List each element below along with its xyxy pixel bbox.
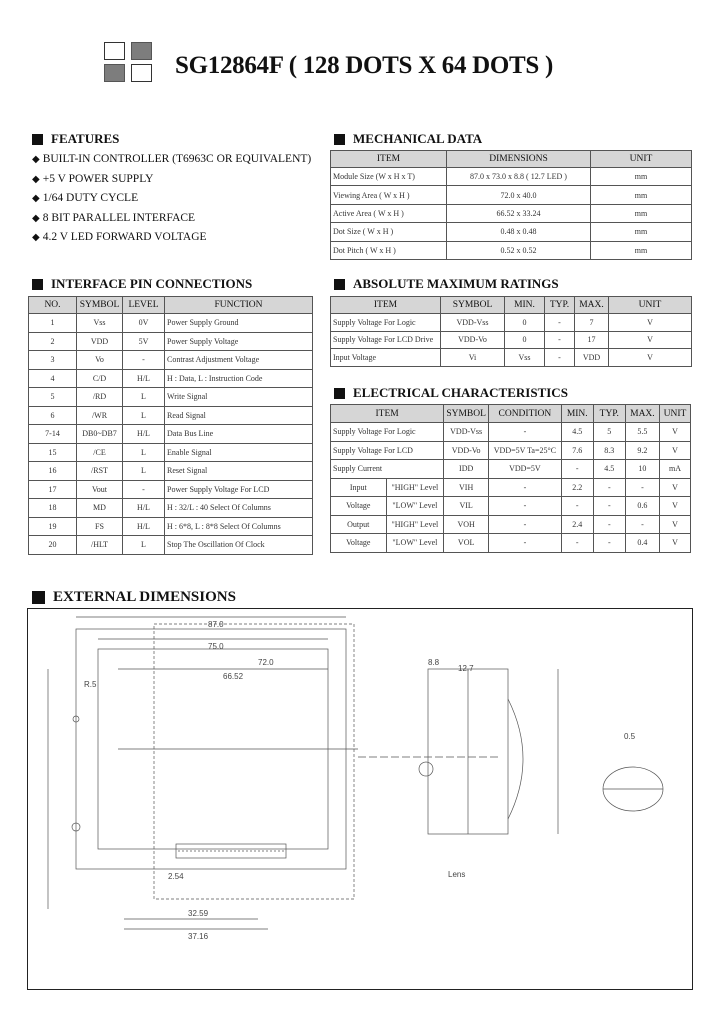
table-row — [29, 332, 313, 351]
table-cell: IDD — [444, 460, 489, 479]
table-row — [331, 223, 692, 241]
mechanical-table — [330, 150, 692, 260]
table-cell: 17 — [29, 480, 77, 499]
table-cell: H/L — [123, 499, 165, 518]
table-cell: mm — [591, 186, 692, 204]
table-row — [331, 241, 692, 259]
table-cell: - — [625, 478, 659, 497]
table-cell: Module Size (W x H x T) — [331, 168, 447, 186]
section-bullet-icon — [32, 591, 45, 604]
table-row — [29, 425, 313, 444]
dimension-label: 87.0 — [208, 620, 224, 629]
table-cell: 2 — [29, 332, 77, 351]
table-row — [331, 186, 692, 204]
logo-square — [131, 64, 152, 82]
table-cell: Stop The Oscillation Of Clock — [165, 536, 313, 555]
table-row — [331, 515, 691, 534]
table-cell: Dot Size ( W x H ) — [331, 223, 447, 241]
column-header: ITEM — [331, 297, 441, 314]
column-header: NO. — [29, 297, 77, 314]
table-row — [331, 423, 691, 442]
table-cell: 19 — [29, 517, 77, 536]
column-header: SYMBOL — [441, 297, 505, 314]
table-cell: 0.6 — [625, 497, 659, 516]
table-cell: Supply Voltage For Logic — [331, 314, 441, 332]
list-item: ◆ 8 BIT PARALLEL INTERFACE — [32, 211, 196, 224]
dimension-label: Lens — [448, 870, 466, 879]
table-cell: V — [659, 423, 690, 442]
table-cell: /RST — [77, 462, 123, 481]
column-header: UNIT — [609, 297, 692, 314]
table-cell: - — [561, 534, 593, 553]
column-header: MIN. — [505, 297, 545, 314]
table-cell: VDD — [77, 332, 123, 351]
list-item: ◆ 4.2 V LED FORWARD VOLTAGE — [32, 231, 207, 243]
table-row — [29, 536, 313, 555]
table-cell: 7.6 — [561, 441, 593, 460]
table-cell: - — [625, 515, 659, 534]
table-cell: mA — [659, 460, 690, 479]
table-cell: mm — [591, 168, 692, 186]
table-row — [331, 349, 692, 367]
table-cell: Enable Signal — [165, 443, 313, 462]
table-cell: V — [609, 331, 692, 349]
table-cell: VDD-Vo — [444, 441, 489, 460]
table-row — [29, 314, 313, 333]
table-cell: - — [489, 478, 562, 497]
diamond-bullet-icon: ◆ — [32, 154, 40, 165]
table-cell: Vss — [505, 349, 545, 367]
table-cell: VOH — [444, 515, 489, 534]
table-cell: 0.52 x 0.52 — [447, 241, 591, 259]
column-header: UNIT — [659, 405, 690, 423]
table-header-row — [331, 297, 692, 314]
column-header: SYMBOL — [77, 297, 123, 314]
led-lens-curve — [508, 699, 523, 819]
diamond-bullet-icon: ◆ — [32, 193, 40, 204]
table-cell: DB0~DB7 — [77, 425, 123, 444]
table-cell: VOL — [444, 534, 489, 553]
table-cell: - — [561, 497, 593, 516]
logo-square — [131, 42, 152, 60]
column-header: MAX. — [625, 405, 659, 423]
table-cell: L — [123, 443, 165, 462]
table-cell: 0 — [505, 314, 545, 332]
table-cell: 2.2 — [561, 478, 593, 497]
table-cell: Supply Current — [331, 460, 444, 479]
table-cell: 18 — [29, 499, 77, 518]
table-cell: V — [609, 314, 692, 332]
table-row — [29, 351, 313, 370]
table-row — [331, 460, 691, 479]
column-header: TYP. — [545, 297, 575, 314]
table-cell: "HIGH" Level — [386, 515, 444, 534]
table-cell: /RD — [77, 388, 123, 407]
table-cell: V — [609, 349, 692, 367]
list-item: ◆ +5 V POWER SUPPLY — [32, 172, 154, 185]
table-cell: - — [593, 478, 625, 497]
table-cell: Read Signal — [165, 406, 313, 425]
dimension-label: 8.8 — [428, 658, 440, 667]
table-cell: 2.4 — [561, 515, 593, 534]
table-row — [331, 314, 692, 332]
table-cell: 4.5 — [561, 423, 593, 442]
table-cell: V — [659, 441, 690, 460]
table-row — [29, 462, 313, 481]
table-cell: Power Supply Voltage — [165, 332, 313, 351]
section-bullet-icon — [334, 134, 345, 145]
table-cell: Viewing Area ( W x H ) — [331, 186, 447, 204]
table-cell: 5 — [593, 423, 625, 442]
table-cell: FS — [77, 517, 123, 536]
column-header: FUNCTION — [165, 297, 313, 314]
electrical-table — [330, 404, 691, 553]
table-cell: Supply Voltage For Logic — [331, 423, 444, 442]
table-header-row — [331, 405, 691, 423]
dimension-label: 37.16 — [188, 932, 209, 941]
table-cell: - — [489, 423, 562, 442]
table-cell: 1 — [29, 314, 77, 333]
table-cell: - — [593, 497, 625, 516]
table-cell: C/D — [77, 369, 123, 388]
table-row — [331, 478, 691, 497]
table-cell: Dot Pitch ( W x H ) — [331, 241, 447, 259]
table-cell: Data Bus Line — [165, 425, 313, 444]
table-cell: mm — [591, 223, 692, 241]
table-cell: - — [123, 480, 165, 499]
section-bullet-icon — [334, 388, 345, 399]
table-cell: 10 — [625, 460, 659, 479]
table-cell: 66.52 x 33.24 — [447, 204, 591, 222]
column-header: MIN. — [561, 405, 593, 423]
table-cell: 17 — [575, 331, 609, 349]
table-cell: /HLT — [77, 536, 123, 555]
table-cell: Supply Voltage For LCD — [331, 441, 444, 460]
table-cell: 72.0 x 40.0 — [447, 186, 591, 204]
table-row — [331, 534, 691, 553]
table-cell: L — [123, 462, 165, 481]
table-cell: VDD=5V — [489, 460, 562, 479]
table-cell: 8.3 — [593, 441, 625, 460]
table-cell: mm — [591, 204, 692, 222]
table-row — [29, 499, 313, 518]
interface-table — [28, 296, 313, 555]
table-cell: /WR — [77, 406, 123, 425]
table-cell: H : 6*8, L : 8*8 Select Of Columns — [165, 517, 313, 536]
table-cell: - — [489, 534, 562, 553]
dimension-label: 72.0 — [258, 658, 274, 667]
table-cell: 5.5 — [625, 423, 659, 442]
table-cell: MD — [77, 499, 123, 518]
table-cell: Write Signal — [165, 388, 313, 407]
column-header: ITEM — [331, 151, 447, 168]
column-header: LEVEL — [123, 297, 165, 314]
section-bullet-icon — [334, 279, 345, 290]
table-cell: Power Supply Voltage For LCD — [165, 480, 313, 499]
table-cell: Reset Signal — [165, 462, 313, 481]
features-list — [32, 150, 311, 248]
list-item: ◆ 1/64 DUTY CYCLE — [32, 192, 139, 204]
interface-heading: INTERFACE PIN CONNECTIONS — [32, 276, 252, 292]
table-cell: Output — [331, 515, 387, 534]
table-cell: VDD-Vss — [444, 423, 489, 442]
table-cell: - — [545, 331, 575, 349]
table-cell: 0.4 — [625, 534, 659, 553]
page-title: SG12864F ( 128 DOTS X 64 DOTS ) — [175, 52, 554, 79]
table-cell: 4 — [29, 369, 77, 388]
list-item: ◆ BUILT-IN CONTROLLER (T6963C OR EQUIVALENT) — [32, 153, 312, 165]
table-row — [29, 406, 313, 425]
table-cell: V — [659, 497, 690, 516]
table-cell: V — [659, 515, 690, 534]
table-cell: 5 — [29, 388, 77, 407]
absolute-heading: ABSOLUTE MAXIMUM RATINGS — [334, 276, 559, 292]
table-cell: Contrast Adjustment Voltage — [165, 351, 313, 370]
table-cell: 7 — [575, 314, 609, 332]
column-header: TYP. — [593, 405, 625, 423]
table-row — [331, 331, 692, 349]
diamond-bullet-icon: ◆ — [32, 232, 40, 243]
section-bullet-icon — [32, 134, 43, 145]
diamond-bullet-icon: ◆ — [32, 212, 40, 224]
external-heading: EXTERNAL DIMENSIONS — [32, 589, 236, 606]
table-cell: V — [659, 478, 690, 497]
table-cell: "LOW" Level — [386, 497, 444, 516]
table-header-row — [331, 151, 692, 168]
section-bullet-icon — [32, 279, 43, 290]
table-cell: VDD-Vo — [441, 331, 505, 349]
table-cell: 3 — [29, 351, 77, 370]
table-row — [331, 497, 691, 516]
table-cell: mm — [591, 241, 692, 259]
column-header: CONDITION — [489, 405, 562, 423]
table-cell: H : Data, L : Instruction Code — [165, 369, 313, 388]
table-cell: H/L — [123, 369, 165, 388]
table-cell: 5V — [123, 332, 165, 351]
table-cell: 4.5 — [593, 460, 625, 479]
dimension-label: 32.59 — [188, 909, 209, 918]
table-cell: - — [593, 515, 625, 534]
table-cell: H : 32/L : 40 Select Of Columns — [165, 499, 313, 518]
dimension-label: 2.54 — [168, 872, 184, 881]
electrical-heading: ELECTRICAL CHARACTERISTICS — [334, 385, 568, 401]
table-cell: - — [561, 460, 593, 479]
table-cell: 87.0 x 73.0 x 8.8 ( 12.7 LED ) — [447, 168, 591, 186]
column-header: MAX. — [575, 297, 609, 314]
dimension-drawing-svg — [28, 609, 692, 989]
table-row — [331, 441, 691, 460]
table-cell: L — [123, 536, 165, 555]
diamond-bullet-icon: ◆ — [32, 173, 40, 185]
table-cell: - — [545, 349, 575, 367]
table-cell: 6 — [29, 406, 77, 425]
mounting-hole — [419, 762, 433, 776]
table-cell: - — [593, 534, 625, 553]
absolute-table — [330, 296, 692, 367]
table-row — [331, 168, 692, 186]
table-row — [29, 388, 313, 407]
table-cell: VIL — [444, 497, 489, 516]
table-cell: 15 — [29, 443, 77, 462]
table-cell: 0.48 x 0.48 — [447, 223, 591, 241]
table-cell: /CE — [77, 443, 123, 462]
features-heading: FEATURES — [32, 131, 119, 147]
table-cell: Vo — [77, 351, 123, 370]
dimension-label: 66.52 — [223, 672, 244, 681]
table-cell: VDD-Vss — [441, 314, 505, 332]
table-cell: - — [489, 515, 562, 534]
table-cell: VIH — [444, 478, 489, 497]
table-cell: Input Voltage — [331, 349, 441, 367]
table-cell: - — [545, 314, 575, 332]
table-cell: VDD — [575, 349, 609, 367]
column-header: DIMENSIONS — [447, 151, 591, 168]
column-header: UNIT — [591, 151, 692, 168]
table-header-row — [29, 297, 313, 314]
table-cell: - — [489, 497, 562, 516]
table-cell: Vi — [441, 349, 505, 367]
table-cell: Power Supply Ground — [165, 314, 313, 333]
table-cell: 0 — [505, 331, 545, 349]
dimension-label: 12.7 — [458, 664, 474, 673]
table-row — [29, 517, 313, 536]
logo-square — [104, 42, 125, 60]
table-cell: Input — [331, 478, 387, 497]
dimension-label: 0.5 — [624, 732, 636, 741]
table-cell: 9.2 — [625, 441, 659, 460]
mechanical-heading: MECHANICAL DATA — [334, 131, 482, 147]
table-cell: V — [659, 534, 690, 553]
table-cell: L — [123, 388, 165, 407]
table-cell: Vss — [77, 314, 123, 333]
table-cell: Vout — [77, 480, 123, 499]
table-cell: Voltage — [331, 497, 387, 516]
table-cell: H/L — [123, 517, 165, 536]
table-cell: Voltage — [331, 534, 387, 553]
table-cell: 0V — [123, 314, 165, 333]
table-row — [29, 369, 313, 388]
table-cell: - — [123, 351, 165, 370]
dimension-label: 75.0 — [208, 642, 224, 651]
column-header: SYMBOL — [444, 405, 489, 423]
table-cell: Supply Voltage For LCD Drive — [331, 331, 441, 349]
table-cell: "LOW" Level — [386, 534, 444, 553]
table-cell: 7-14 — [29, 425, 77, 444]
table-row — [29, 443, 313, 462]
table-cell: "HIGH" Level — [386, 478, 444, 497]
table-cell: 20 — [29, 536, 77, 555]
table-cell: 16 — [29, 462, 77, 481]
dimension-label: R.5 — [84, 680, 97, 689]
table-cell: L — [123, 406, 165, 425]
table-cell: H/L — [123, 425, 165, 444]
table-cell: Active Area ( W x H ) — [331, 204, 447, 222]
external-dimensions-drawing — [27, 608, 693, 990]
table-row — [331, 204, 692, 222]
logo-square — [104, 64, 125, 82]
table-cell: VDD=5V Ta=25°C — [489, 441, 562, 460]
column-header: ITEM — [331, 405, 444, 423]
table-row — [29, 480, 313, 499]
